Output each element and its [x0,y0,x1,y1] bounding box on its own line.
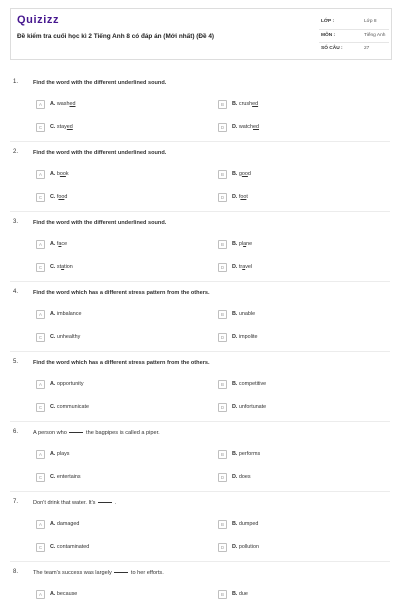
question-text-end: to her efforts. [130,569,164,576]
option-letter-box: B [218,170,227,179]
option-word: pollution [238,543,259,550]
meta-key: LỚP : [321,19,335,24]
option-word: because [56,590,78,597]
option-word: due [238,590,248,597]
option-label [50,544,89,550]
option-letter-box: C [36,473,45,482]
quizizz-logo: Quizizz [17,14,60,26]
option-letter-box: A [36,450,45,459]
question-text-end: the bagpipes is called a piper. [86,429,160,436]
option-letter-box: B [218,590,227,599]
option-label [232,194,248,200]
question-number: 4. [13,289,19,295]
option-letter-box: C [36,193,45,202]
question-number: 8. [13,569,19,575]
option-word: contaminated [56,543,90,550]
question-text-start: The team's success was largely [33,569,112,576]
question-text-end: . [114,499,117,506]
question-text: Find the word which has a different stress pattern from the others. [33,289,210,296]
question-number: 6. [13,429,19,435]
option-word-end: d [64,193,68,200]
option-letter-box: A [36,590,45,599]
option-word: communicate [56,403,89,410]
option-prefix: A. [50,310,56,317]
option-label [232,171,251,177]
question-divider [10,351,390,352]
option-label [232,451,260,457]
option-prefix: A. [50,100,56,107]
option-word: imbalance [56,310,82,317]
question-text: Find the word with the different underlined sound. [33,219,167,226]
option-letter-box: D [218,193,227,202]
option-label [50,474,81,480]
option-prefix: C. [50,123,56,130]
question-number: 7. [13,499,19,505]
option-label [50,311,81,317]
option-letter-box: C [36,263,45,272]
option-label [232,264,252,270]
question-text [33,430,383,436]
option-label [232,124,259,130]
option-letter-box: C [36,123,45,132]
option-letter-box: B [218,450,227,459]
option-letter-box: A [36,310,45,319]
option-word: competitive [238,380,267,387]
option-letter-box: C [36,333,45,342]
question-text-start: A person who [33,429,67,436]
option-prefix: A. [50,380,56,387]
option-prefix: C. [50,543,56,550]
option-word: entertains [56,473,81,480]
option-letter-box: C [36,403,45,412]
option-letter-box: C [36,543,45,552]
option-word: f [238,193,241,200]
option-letter-box: A [36,240,45,249]
option-underlined-part: oo [59,170,66,177]
option-word-end: ce [61,240,68,247]
option-letter-box: A [36,520,45,529]
option-word: unfortunate [238,403,267,410]
option-letter-box: D [218,473,227,482]
option-label [232,404,266,410]
question-text [33,500,383,506]
option-prefix: A. [50,450,56,457]
question-text [33,570,383,576]
option-word: wash [56,100,70,107]
question-divider [10,211,390,212]
question-text: Find the word which has a different stress pattern from the others. [33,359,210,366]
option-word-end: tion [64,263,73,270]
option-word: damaged [56,520,80,527]
option-letter-box: A [36,170,45,179]
option-label [50,194,67,200]
option-underlined-part: a [242,263,246,270]
option-letter-box: A [36,100,45,109]
option-letter-box: D [218,123,227,132]
question-number: 5. [13,359,19,365]
option-letter-box: B [218,380,227,389]
fill-in-blank [114,572,128,573]
worksheet-meta [319,16,389,56]
option-label [50,521,79,527]
option-letter-box: B [218,310,227,319]
option-prefix: B. [232,100,238,107]
option-underlined-part: oo [241,170,248,177]
option-prefix: A. [50,520,56,527]
option-label [50,381,84,387]
option-label [232,544,259,550]
option-underlined-part: ed [69,100,76,107]
question-number: 1. [13,79,19,85]
option-underlined-part: oo [58,193,65,200]
option-underlined-part: a [61,263,65,270]
meta-value: 27 [364,46,370,52]
option-prefix: B. [232,310,238,317]
option-label [232,311,255,317]
option-prefix: D. [232,263,238,270]
option-prefix: D. [232,193,238,200]
fill-in-blank [98,502,112,503]
option-word-end: vel [245,263,253,270]
option-letter-box: B [218,240,227,249]
option-letter-box: A [36,380,45,389]
option-word: tr [238,263,243,270]
option-word-end: t [246,193,248,200]
option-letter-box: B [218,520,227,529]
option-word: stay [56,123,67,130]
worksheet-header [10,8,392,60]
question-divider [10,491,390,492]
option-underlined-part: ed [253,123,259,130]
question-text-start: Don't drink that water. It's [33,499,96,506]
option-underlined-part: oo [240,193,247,200]
option-label [232,334,257,340]
option-prefix: B. [232,590,238,597]
option-underlined-part: ed [252,100,259,107]
option-word: unhealthy [56,333,81,340]
option-word: does [238,473,251,480]
option-word: dumped [238,520,259,527]
option-letter-box: D [218,333,227,342]
option-prefix: C. [50,403,56,410]
option-prefix: B. [232,380,238,387]
question-number: 2. [13,149,19,155]
option-underlined-part: a [58,240,62,247]
option-word: watch [238,123,253,130]
option-label [50,264,73,270]
meta-key: MÔN : [321,32,336,38]
option-word: f [56,240,59,247]
option-word: g [238,170,242,177]
question-divider [10,141,390,142]
option-label [50,591,77,597]
option-word: impolite [238,333,258,340]
question-text: Find the word with the different underlined sound. [33,149,167,156]
option-letter-box: D [218,543,227,552]
option-label [232,591,248,597]
meta-row-count [319,43,389,56]
option-label [232,241,252,247]
option-prefix: C. [50,193,56,200]
option-label [50,451,70,457]
option-prefix: B. [232,520,238,527]
worksheet-title: Đề kiểm tra cuối học kì 2 Tiếng Anh 8 có đáp án (Mới nhất) (Đề 4) [17,33,215,40]
option-word: performs [238,450,261,457]
option-label [50,334,80,340]
option-prefix: D. [232,473,238,480]
option-word: f [56,193,59,200]
option-word-end: k [65,170,69,177]
option-word: b [56,170,60,177]
option-underlined-part: ed [66,123,73,130]
option-prefix: A. [50,170,56,177]
option-label [50,101,76,107]
option-label [232,474,251,480]
option-word: unable [238,310,256,317]
question-divider [10,421,390,422]
option-letter-box: D [218,403,227,412]
option-label [232,381,266,387]
option-prefix: C. [50,333,56,340]
question-number: 3. [13,219,19,225]
option-prefix: D. [232,333,238,340]
option-prefix: D. [232,123,238,130]
option-prefix: B. [232,450,238,457]
question-text: Find the word with the different underlined sound. [33,79,167,86]
option-prefix: B. [232,240,238,247]
question-divider [10,281,390,282]
option-prefix: D. [232,403,238,410]
option-label [50,241,67,247]
option-label [50,171,69,177]
option-letter-box: D [218,263,227,272]
option-word: pl [238,240,244,247]
option-letter-box: B [218,100,227,109]
option-word-end: ne [246,240,253,247]
meta-row-subject [319,30,389,44]
meta-key: SỐ CÂU : [321,46,343,52]
option-prefix: A. [50,240,56,247]
option-label [50,124,73,130]
meta-value: Lớp 8 [364,19,377,24]
option-label [232,521,258,527]
meta-value: Tiếng Anh [364,32,386,38]
option-word: plays [56,450,70,457]
option-prefix: D. [232,543,238,550]
option-label [232,101,258,107]
option-prefix: B. [232,170,238,177]
fill-in-blank [69,432,83,433]
option-word-end: d [247,170,251,177]
option-word: crush [238,100,253,107]
option-underlined-part: a [243,240,247,247]
option-word: st [56,263,62,270]
option-word: opportunity [56,380,84,387]
option-label [50,404,89,410]
question-divider [10,561,390,562]
option-prefix: A. [50,590,56,597]
option-prefix: C. [50,263,56,270]
meta-row-class [319,16,389,30]
option-prefix: C. [50,473,56,480]
